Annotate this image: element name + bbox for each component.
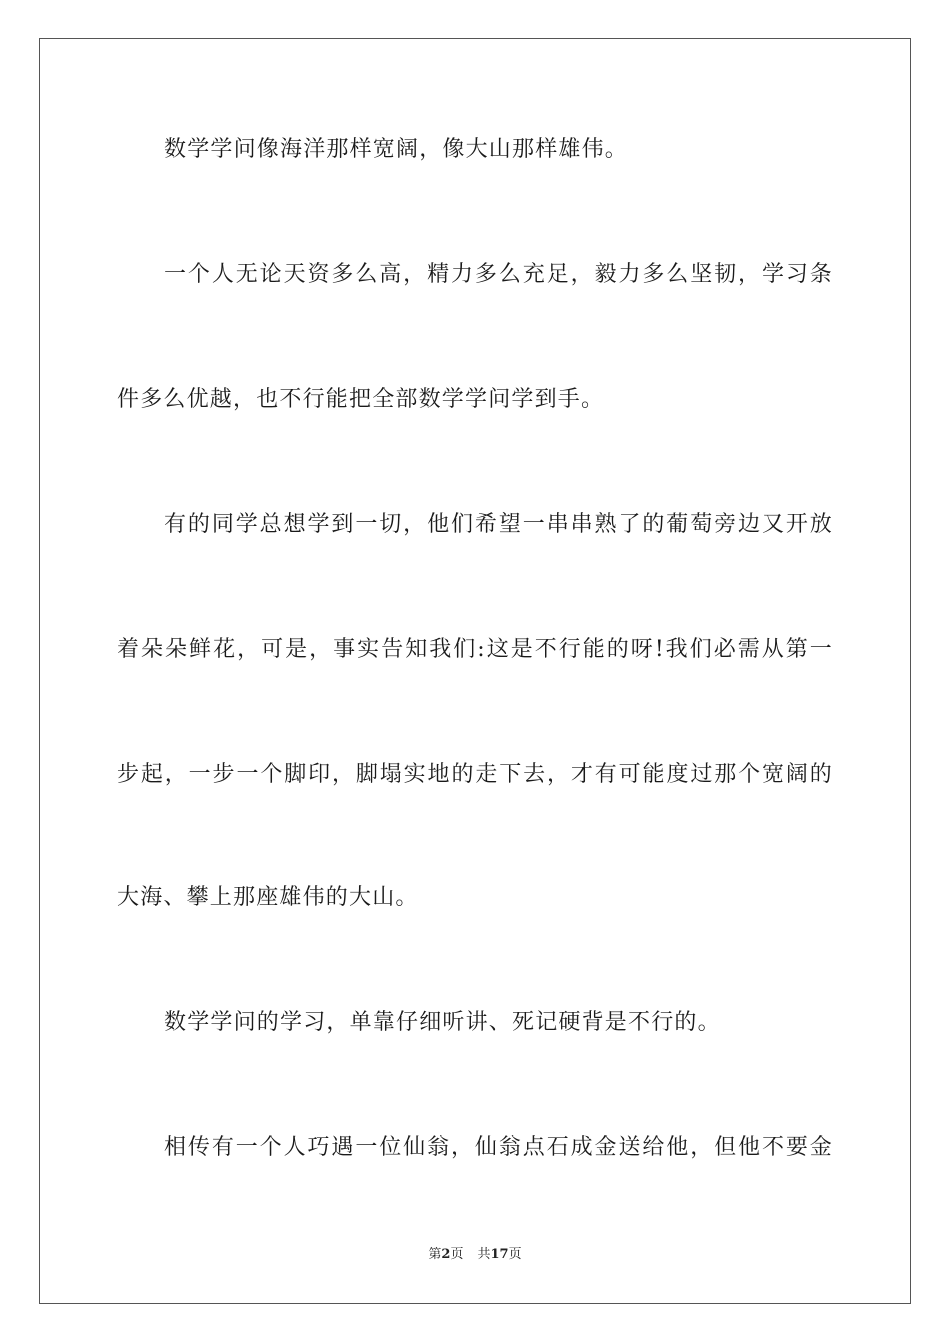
paragraph-line: 有的同学总想学到一切，他们希望一串串熟了的葡萄旁边又开放 [164, 512, 833, 537]
footer-page-prefix: 第 [428, 1247, 442, 1262]
paragraph-line: 相传有一个人巧遇一位仙翁，仙翁点石成金送给他，但他不要金 [164, 1135, 833, 1160]
paragraph-line: 一个人无论天资多么高，精力多么充足，毅力多么坚韧，学习条 [164, 262, 833, 287]
paragraph-line: 着朵朵鲜花，可是，事实告知我们:这是不行能的呀!我们必需从第一 [117, 637, 833, 662]
footer-page-suffix: 页 [450, 1247, 464, 1262]
paragraph-line: 件多么优越，也不行能把全部数学学问学到手。 [117, 387, 605, 412]
paragraph-line: 数学学问的学习，单靠仔细听讲、死记硬背是不行的。 [164, 1010, 721, 1035]
footer-total-suffix: 页 [508, 1247, 522, 1262]
paragraph-line: 步起，一步一个脚印，脚塌实地的走下去，才有可能度过那个宽阔的 [117, 762, 833, 787]
paragraph-line: 大海、攀上那座雄伟的大山。 [117, 885, 419, 910]
footer-page-number: 2 [441, 1247, 451, 1262]
footer-total-prefix: 共 [477, 1247, 491, 1262]
paragraph-line: 数学学问像海洋那样宽阔，像大山那样雄伟。 [164, 137, 629, 162]
page-footer [0, 1246, 950, 1264]
footer-total-number: 17 [490, 1247, 509, 1262]
page-border [39, 38, 911, 1304]
